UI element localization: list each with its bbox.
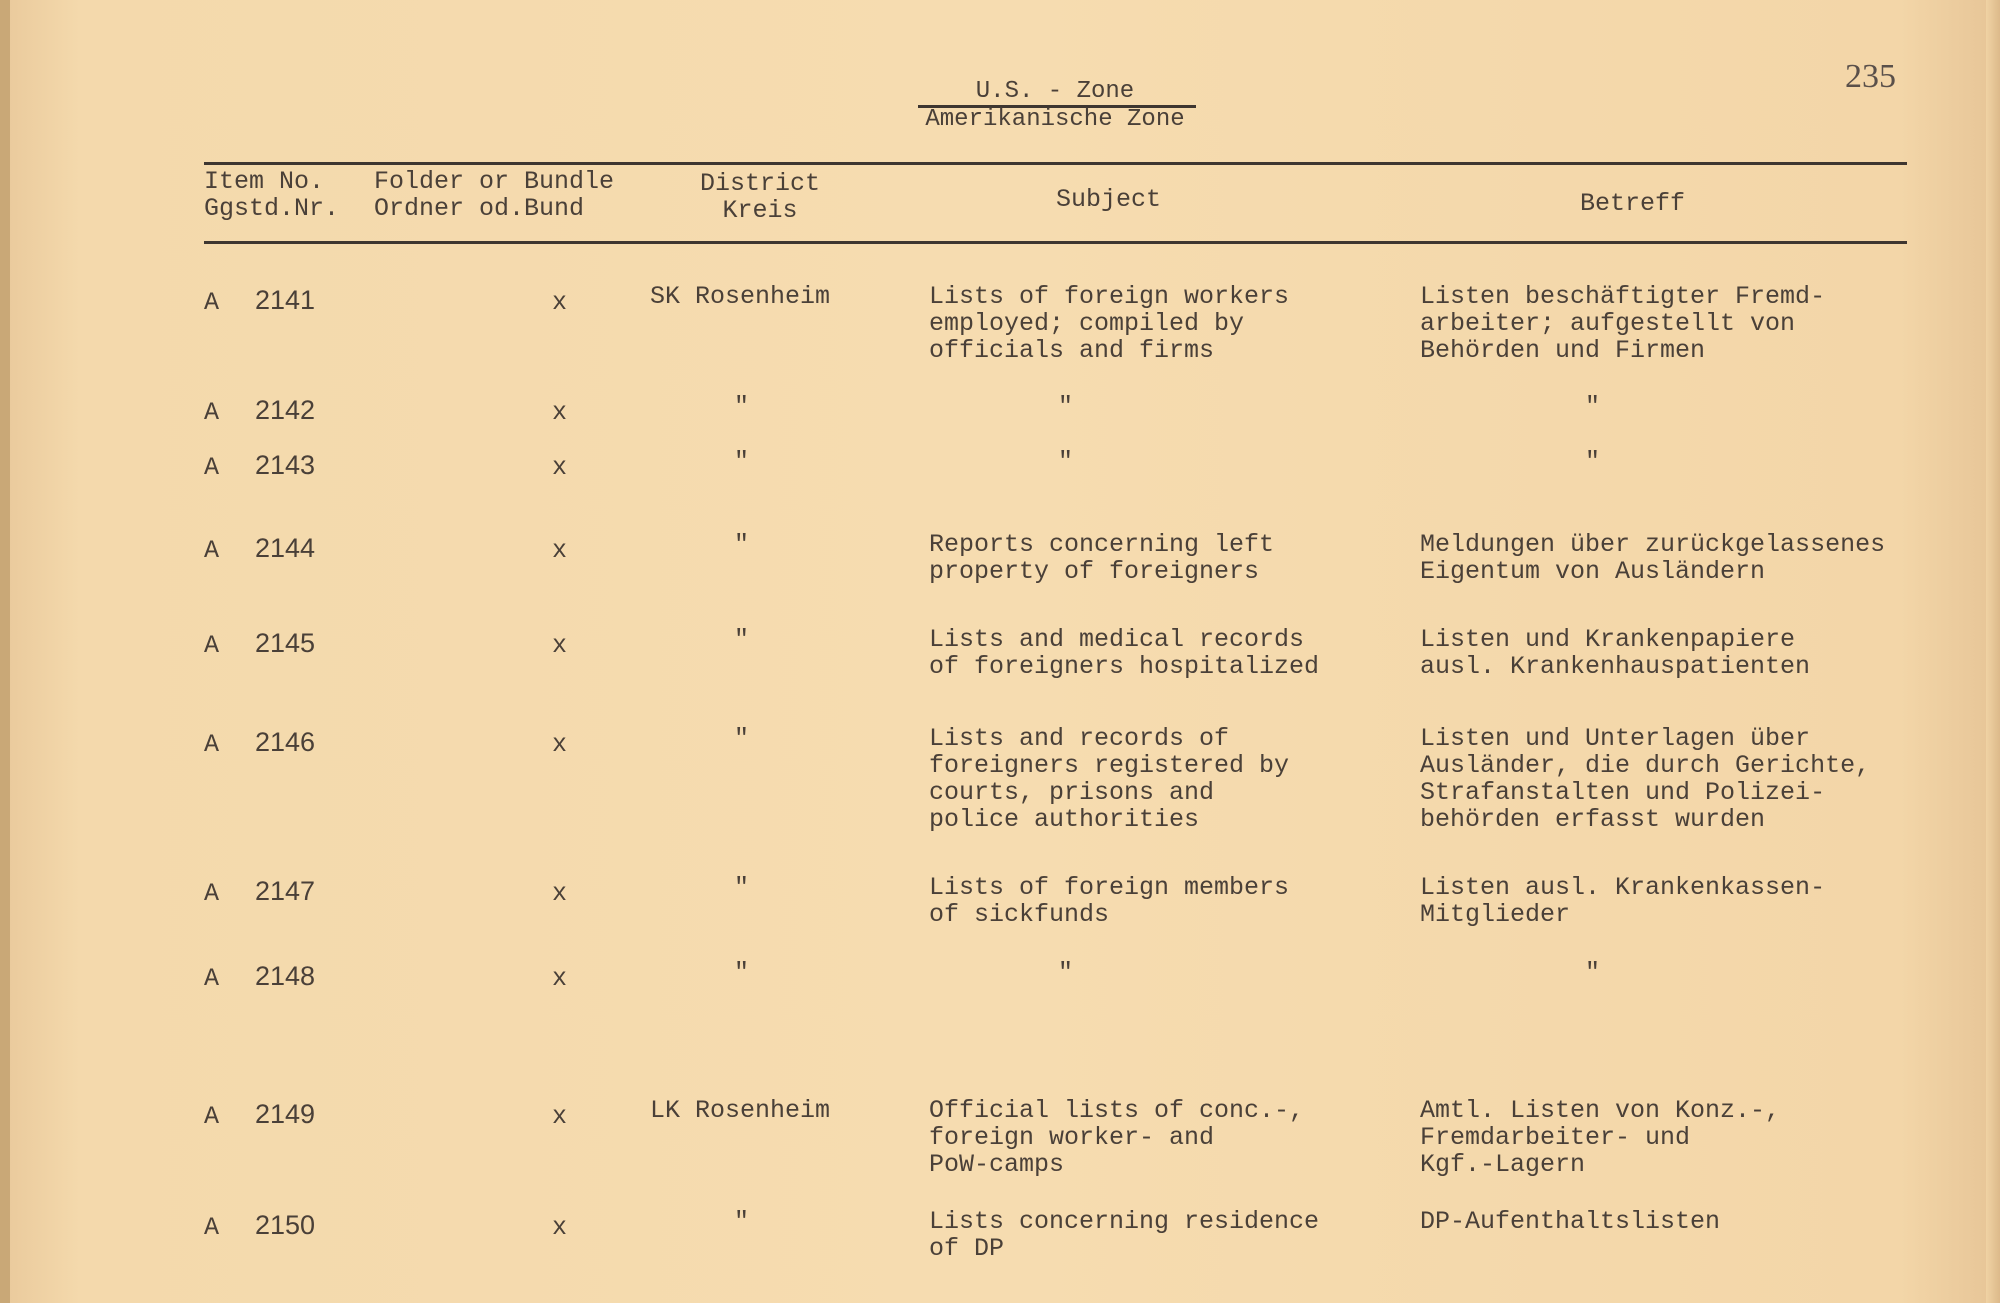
betreff: " bbox=[1585, 958, 1601, 987]
item-number: 2143 bbox=[255, 450, 316, 480]
column-header-betreff: Betreff bbox=[1580, 189, 1686, 218]
item-prefix: A bbox=[204, 730, 220, 759]
item-prefix: A bbox=[204, 536, 220, 565]
district: LK Rosenheim bbox=[650, 1096, 831, 1125]
betreff: Listen beschäftigter Fremd- arbeiter; aufgestellt von Behörden und Firmen bbox=[1420, 282, 1826, 365]
district: " bbox=[734, 1207, 750, 1236]
subject: Lists of foreign workers employed; compiled by officials and firms bbox=[929, 282, 1290, 365]
betreff: Listen und Unterlagen über Ausländer, die durch Gerichte, Strafanstalten und Polizei- behörden erfasst wurden bbox=[1420, 724, 1871, 834]
column-header-district: District Kreis bbox=[699, 169, 821, 225]
subject: Lists and records of foreigners registered by courts, prisons and police authorities bbox=[929, 724, 1290, 834]
subject: Lists of foreign members of sickfunds bbox=[929, 873, 1290, 929]
district: " bbox=[734, 625, 750, 654]
bundle-mark: x bbox=[552, 730, 568, 759]
item-prefix: A bbox=[204, 879, 220, 908]
column-header-item-no: Item No. Ggstd.Nr. bbox=[204, 167, 340, 223]
betreff: Listen und Krankenpapiere ausl. Krankenhauspatienten bbox=[1420, 625, 1811, 681]
district: " bbox=[734, 392, 750, 421]
district: " bbox=[734, 530, 750, 559]
page-binding-edge bbox=[0, 0, 10, 1303]
item-number: 2145 bbox=[255, 628, 316, 658]
subject: " bbox=[1058, 392, 1074, 421]
betreff: Meldungen über zurückgelassenes Eigentum von Ausländern bbox=[1420, 530, 1886, 586]
item-number: 2147 bbox=[255, 876, 316, 906]
item-prefix: A bbox=[204, 288, 220, 317]
item-prefix: A bbox=[204, 453, 220, 482]
betreff: Listen ausl. Krankenkassen- Mitglieder bbox=[1420, 873, 1826, 929]
bundle-mark: x bbox=[552, 631, 568, 660]
subject: Reports concerning left property of foreigners bbox=[929, 530, 1275, 586]
page-number: 235 bbox=[1845, 58, 1896, 95]
district: SK Rosenheim bbox=[650, 282, 831, 311]
item-prefix: A bbox=[204, 964, 220, 993]
betreff: DP-Aufenthaltslisten bbox=[1420, 1207, 1721, 1236]
item-number: 2142 bbox=[255, 395, 316, 425]
item-number: 2144 bbox=[255, 533, 316, 563]
header-top-rule bbox=[204, 162, 1907, 165]
subject: Lists and medical records of foreigners hospitalized bbox=[929, 625, 1320, 681]
item-prefix: A bbox=[204, 398, 220, 427]
district: " bbox=[734, 873, 750, 902]
bundle-mark: x bbox=[552, 453, 568, 482]
betreff: " bbox=[1585, 447, 1601, 476]
district: " bbox=[734, 447, 750, 476]
bundle-mark: x bbox=[552, 1213, 568, 1242]
zone-title: U.S. - Zone bbox=[975, 78, 1135, 105]
item-number: 2149 bbox=[255, 1099, 316, 1129]
header-bottom-rule bbox=[204, 241, 1907, 244]
item-prefix: A bbox=[204, 1213, 220, 1242]
bundle-mark: x bbox=[552, 288, 568, 317]
bundle-mark: x bbox=[552, 1102, 568, 1131]
item-number: 2150 bbox=[255, 1210, 316, 1240]
page-stack-edge bbox=[1986, 0, 2000, 1303]
subject: Lists concerning residence of DP bbox=[929, 1207, 1320, 1263]
item-number: 2141 bbox=[255, 285, 316, 315]
betreff: Amtl. Listen von Konz.-, Fremdarbeiter- und Kgf.-Lagern bbox=[1420, 1096, 1781, 1179]
bundle-mark: x bbox=[552, 398, 568, 427]
item-number: 2148 bbox=[255, 961, 316, 991]
bundle-mark: x bbox=[552, 879, 568, 908]
item-prefix: A bbox=[204, 1102, 220, 1131]
betreff: " bbox=[1585, 392, 1601, 421]
item-number: 2146 bbox=[255, 727, 316, 757]
district: " bbox=[734, 958, 750, 987]
subject: Official lists of conc.-, foreign worker- and PoW-camps bbox=[929, 1096, 1305, 1179]
subject: " bbox=[1058, 447, 1074, 476]
bundle-mark: x bbox=[552, 964, 568, 993]
zone-subtitle: Amerikanische Zone bbox=[925, 106, 1185, 133]
district: " bbox=[734, 724, 750, 753]
column-header-folder-bundle: Folder or Bundle Ordner od.Bund bbox=[374, 167, 615, 223]
subject: " bbox=[1058, 958, 1074, 987]
item-prefix: A bbox=[204, 631, 220, 660]
column-header-subject: Subject bbox=[1056, 185, 1162, 214]
bundle-mark: x bbox=[552, 536, 568, 565]
